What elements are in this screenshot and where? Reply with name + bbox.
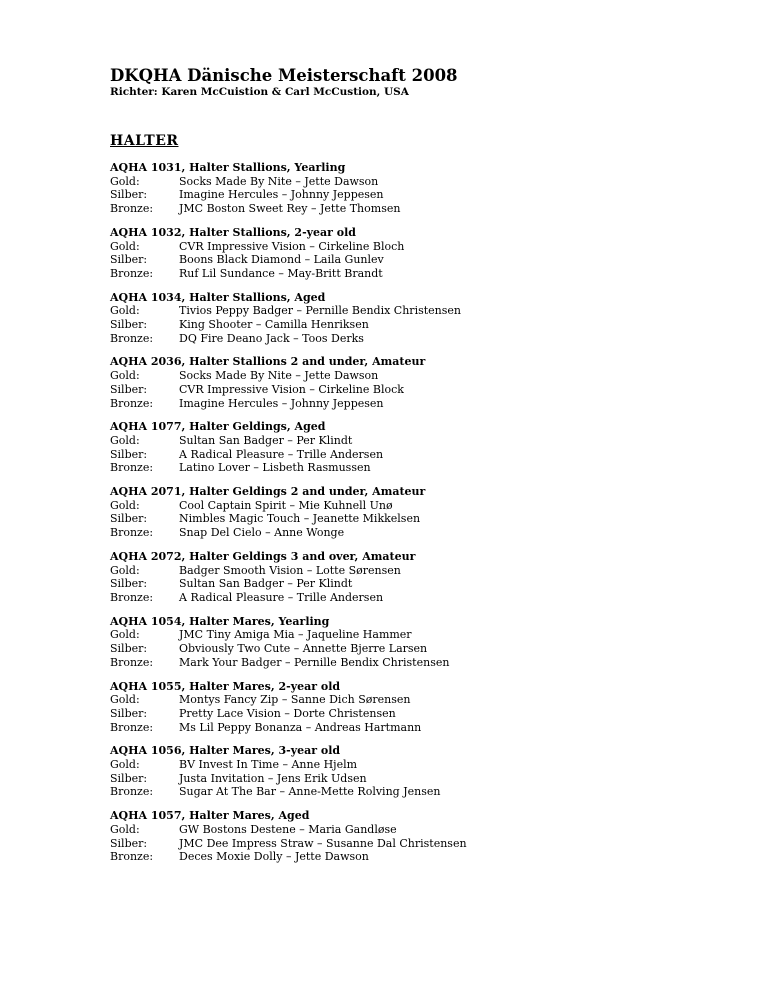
class-result-block (110, 226, 730, 281)
class-title: AQHA 1054, Halter Mares, Yearling (110, 614, 330, 628)
horse-and-rider: Ruf Lil Sundance – May-Britt Brandt (179, 266, 383, 280)
horse-and-rider: Obviously Two Cute – Annette Bjerre Larsen (179, 642, 428, 656)
document-title: DKQHA Dänische Meisterschaft 2008 (110, 66, 458, 85)
medal-label: Bronze: (110, 396, 154, 410)
result-row (110, 240, 730, 254)
result-row (110, 656, 730, 670)
result-row (110, 642, 730, 656)
class-result-block (110, 680, 730, 735)
medal-label: Bronze: (110, 331, 154, 345)
medal-label: Silber: (110, 188, 148, 202)
result-row (110, 175, 730, 189)
class-result-block (110, 355, 730, 410)
horse-and-rider: A Radical Pleasure – Trille Andersen (179, 447, 384, 461)
medal-label: Silber: (110, 318, 148, 332)
class-result-block (110, 809, 730, 864)
result-row (110, 591, 730, 605)
result-row (110, 499, 730, 513)
result-row (110, 332, 730, 346)
horse-and-rider: Cool Captain Spirit – Mie Kuhnell Unø (179, 498, 393, 512)
result-row (110, 785, 730, 799)
result-row (110, 628, 730, 642)
medal-label: Silber: (110, 382, 148, 396)
document-page (110, 66, 730, 874)
horse-and-rider: Mark Your Badger – Pernille Bendix Christensen (179, 655, 450, 669)
medal-label: Gold: (110, 304, 140, 318)
medal-label: Gold: (110, 239, 140, 253)
horse-and-rider: Tivios Peppy Badger – Pernille Bendix Christensen (179, 304, 461, 318)
result-row (110, 253, 730, 267)
class-title: AQHA 1055, Halter Mares, 2-year old (110, 679, 341, 693)
medal-label: Gold: (110, 563, 140, 577)
result-row (110, 577, 730, 591)
horse-and-rider: JMC Boston Sweet Rey – Jette Thomsen (179, 202, 401, 216)
horse-and-rider: Montys Fancy Zip – Sanne Dich Sørensen (179, 693, 411, 707)
class-result-block (110, 291, 730, 346)
result-row (110, 850, 730, 864)
class-title: AQHA 2071, Halter Geldings 2 and under, Amateur (110, 485, 426, 499)
horse-and-rider: Latino Lover – Lisbeth Rasmussen (179, 461, 371, 475)
result-row (110, 461, 730, 475)
class-title: AQHA 2036, Halter Stallions 2 and under, Amateur (110, 355, 426, 369)
medal-label: Silber: (110, 771, 148, 785)
medal-label: Bronze: (110, 266, 154, 280)
horse-and-rider: Badger Smooth Vision – Lotte Sørensen (179, 563, 401, 577)
result-row (110, 564, 730, 578)
horse-and-rider: DQ Fire Deano Jack – Toos Derks (179, 331, 364, 345)
medal-label: Gold: (110, 174, 140, 188)
horse-and-rider: Socks Made By Nite – Jette Dawson (179, 174, 379, 188)
horse-and-rider: Imagine Hercules – Johnny Jeppesen (179, 188, 384, 202)
horse-and-rider: A Radical Pleasure – Trille Andersen (179, 590, 384, 604)
result-row (110, 526, 730, 540)
medal-label: Silber: (110, 512, 148, 526)
result-row (110, 202, 730, 216)
medal-label: Bronze: (110, 526, 154, 540)
medal-label: Gold: (110, 498, 140, 512)
medal-label: Gold: (110, 628, 140, 642)
medal-label: Silber: (110, 642, 148, 656)
medal-label: Bronze: (110, 202, 154, 216)
class-title: AQHA 1057, Halter Mares, Aged (110, 809, 310, 823)
class-result-block (110, 485, 730, 540)
medal-label: Bronze: (110, 655, 154, 669)
result-row (110, 823, 730, 837)
horse-and-rider: Sugar At The Bar – Anne-Mette Rolving Jensen (179, 785, 441, 799)
result-row (110, 318, 730, 332)
class-result-block (110, 550, 730, 605)
class-results-list (110, 161, 730, 864)
result-row (110, 837, 730, 851)
class-result-block (110, 615, 730, 670)
class-result-block (110, 744, 730, 799)
class-result-block (110, 161, 730, 216)
medal-label: Silber: (110, 836, 148, 850)
result-row (110, 397, 730, 411)
horse-and-rider: King Shooter – Camilla Henriksen (179, 318, 369, 332)
class-title: AQHA 1032, Halter Stallions, 2-year old (110, 225, 356, 239)
medal-label: Bronze: (110, 720, 154, 734)
medal-label: Gold: (110, 693, 140, 707)
result-row (110, 383, 730, 397)
class-result-block (110, 420, 730, 475)
result-row (110, 512, 730, 526)
result-row (110, 721, 730, 735)
medal-label: Bronze: (110, 850, 154, 864)
class-title: AQHA 2072, Halter Geldings 3 and over, Amateur (110, 549, 416, 563)
section-heading-halter: HALTER (110, 133, 179, 149)
horse-and-rider: BV Invest In Time – Anne Hjelm (179, 758, 358, 772)
horse-and-rider: Sultan San Badger – Per Klindt (179, 577, 353, 591)
horse-and-rider: Socks Made By Nite – Jette Dawson (179, 369, 379, 383)
result-row (110, 304, 730, 318)
medal-label: Silber: (110, 706, 148, 720)
horse-and-rider: GW Bostons Destene – Maria Gandløse (179, 822, 397, 836)
result-row (110, 707, 730, 721)
horse-and-rider: JMC Dee Impress Straw – Susanne Dal Christensen (179, 836, 467, 850)
medal-label: Silber: (110, 447, 148, 461)
medal-label: Bronze: (110, 590, 154, 604)
class-title: AQHA 1056, Halter Mares, 3-year old (110, 744, 341, 758)
medal-label: Silber: (110, 577, 148, 591)
medal-label: Bronze: (110, 785, 154, 799)
horse-and-rider: Imagine Hercules – Johnny Jeppesen (179, 396, 384, 410)
horse-and-rider: CVR Impressive Vision – Cirkeline Block (179, 382, 404, 396)
horse-and-rider: Justa Invitation – Jens Erik Udsen (179, 771, 367, 785)
class-title: AQHA 1077, Halter Geldings, Aged (110, 420, 326, 434)
horse-and-rider: Sultan San Badger – Per Klindt (179, 433, 353, 447)
result-row (110, 369, 730, 383)
medal-label: Gold: (110, 822, 140, 836)
medal-label: Gold: (110, 433, 140, 447)
horse-and-rider: Nimbles Magic Touch – Jeanette Mikkelsen (179, 512, 421, 526)
result-row (110, 188, 730, 202)
result-row (110, 693, 730, 707)
horse-and-rider: Snap Del Cielo – Anne Wonge (179, 526, 345, 540)
horse-and-rider: Pretty Lace Vision – Dorte Christensen (179, 706, 396, 720)
result-row (110, 448, 730, 462)
result-row (110, 267, 730, 281)
result-row (110, 434, 730, 448)
result-row (110, 758, 730, 772)
horse-and-rider: CVR Impressive Vision – Cirkeline Bloch (179, 239, 405, 253)
class-title: AQHA 1031, Halter Stallions, Yearling (110, 161, 346, 174)
horse-and-rider: Ms Lil Peppy Bonanza – Andreas Hartmann (179, 720, 422, 734)
class-title: AQHA 1034, Halter Stallions, Aged (110, 290, 326, 304)
horse-and-rider: Deces Moxie Dolly – Jette Dawson (179, 850, 369, 864)
horse-and-rider: JMC Tiny Amiga Mia – Jaqueline Hammer (179, 628, 412, 642)
medal-label: Bronze: (110, 461, 154, 475)
result-row (110, 772, 730, 786)
medal-label: Silber: (110, 253, 148, 267)
medal-label: Gold: (110, 369, 140, 383)
horse-and-rider: Boons Black Diamond – Laila Gunlev (179, 253, 384, 267)
medal-label: Gold: (110, 758, 140, 772)
judges-line: Richter: Karen McCuistion & Carl McCustion, USA (110, 86, 409, 98)
